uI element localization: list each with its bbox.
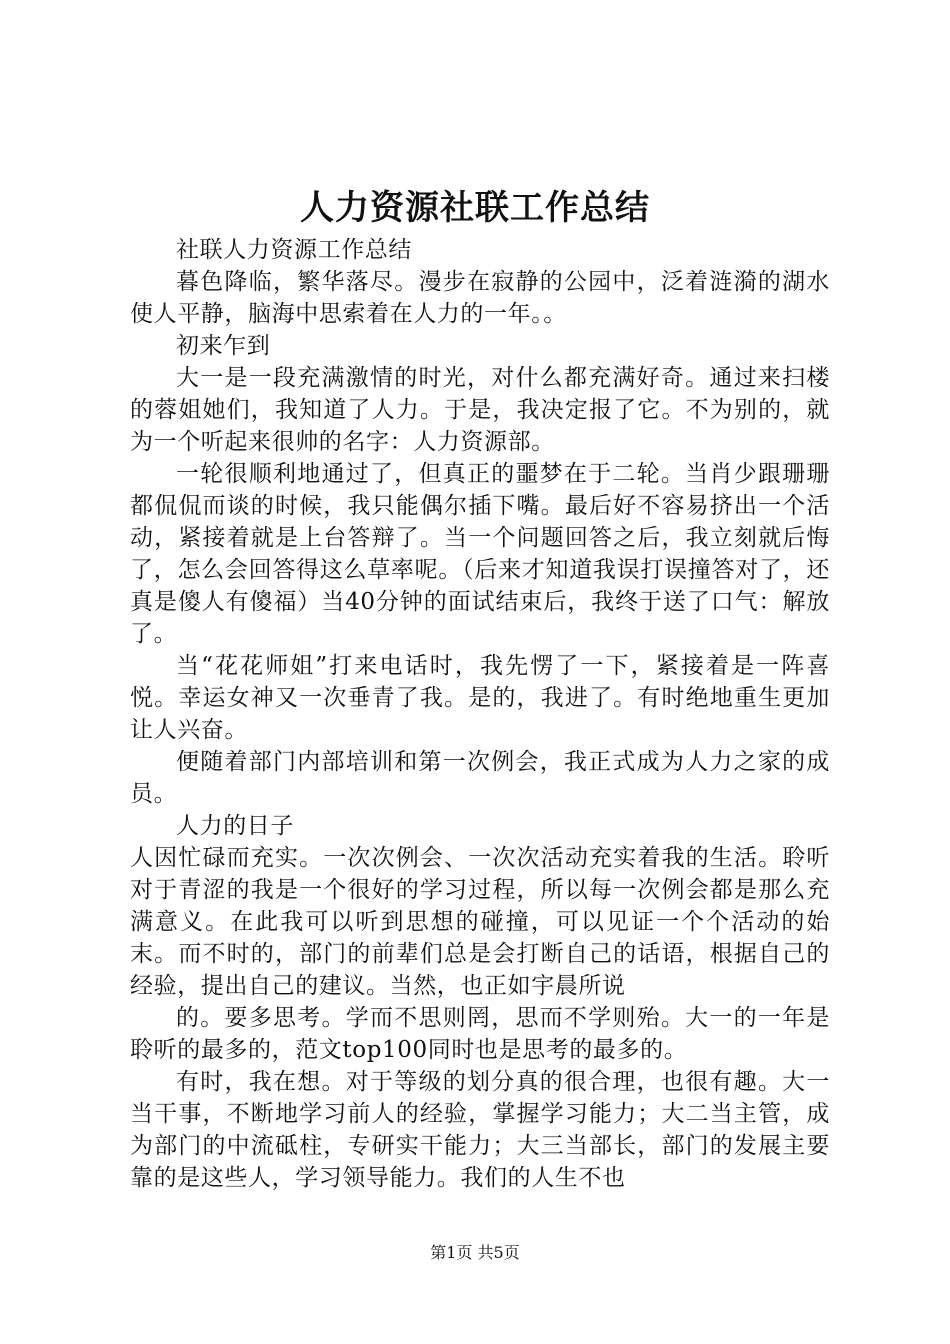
paragraph: 社联人力资源工作总结 xyxy=(176,237,412,263)
page-footer: 第1页 共5页 xyxy=(430,1243,520,1262)
paragraph: 有时，我在想。对于等级的划分真的很合理，也很有趣。大一当干事，不断地学习前人的经验，掌握学习能力；大二当主管，成为部门的中流砥柱，专研实干能力；大三当部长，部门的发展主要靠的是这些人，学习领导能力。我们的人生不也 xyxy=(130,1069,830,1191)
document-title: 人力资源社联工作总结 xyxy=(300,188,650,228)
paragraph: 人力的日子 xyxy=(176,813,294,839)
paragraph: 暮色降临，繁华落尽。漫步在寂静的公园中，泛着涟漪的湖水使人平静，脑海中思索着在人力的一年。。 xyxy=(130,269,830,327)
paragraph: 人因忙碌而充实。一次次例会、一次次活动充实着我的生活。聆听对于青涩的我是一个很好的学习过程，所以每一次例会都是那么充满意义。在此我可以听到思想的碰撞，可以见证一个个活动的始末。而不时的，部门的前辈们总是会打断自己的话语，根据自己的经验，提出自己的建议。当然，也正如宇晨所说 xyxy=(130,845,830,999)
paragraph: 当“花花师姐”打来电话时，我先愣了一下，紧接着是一阵喜悦。幸运女神又一次垂青了我。是的，我进了。有时绝地重生更加让人兴奋。 xyxy=(130,653,830,743)
paragraph: 的。要多思考。学而不思则罔，思而不学则殆。大一的一年是聆听的最多的，范文top100同时也是思考的最多的。 xyxy=(130,1005,830,1063)
document-body xyxy=(130,234,830,1194)
paragraph: 初来乍到 xyxy=(176,333,271,359)
paragraph: 一轮很顺利地通过了，但真正的噩梦在于二轮。当肖少跟珊珊都侃侃而谈的时候，我只能偶尔插下嘴。最后好不容易挤出一个活动，紧接着就是上台答辩了。当一个问题回答之后，我立刻就后悔了，怎么会回答得这么草率呢。（后来才知道我误打误撞答对了，还真是傻人有傻福）当40分钟的面试结束后，我终于送了口气：解放了。 xyxy=(130,461,830,647)
paragraph: 大一是一段充满激情的时光，对什么都充满好奇。通过来扫楼的蓉姐她们，我知道了人力。于是，我决定报了它。不为别的，就为一个听起来很帅的名字：人力资源部。 xyxy=(130,365,830,455)
paragraph: 便随着部门内部培训和第一次例会，我正式成为人力之家的成员。 xyxy=(130,749,830,807)
